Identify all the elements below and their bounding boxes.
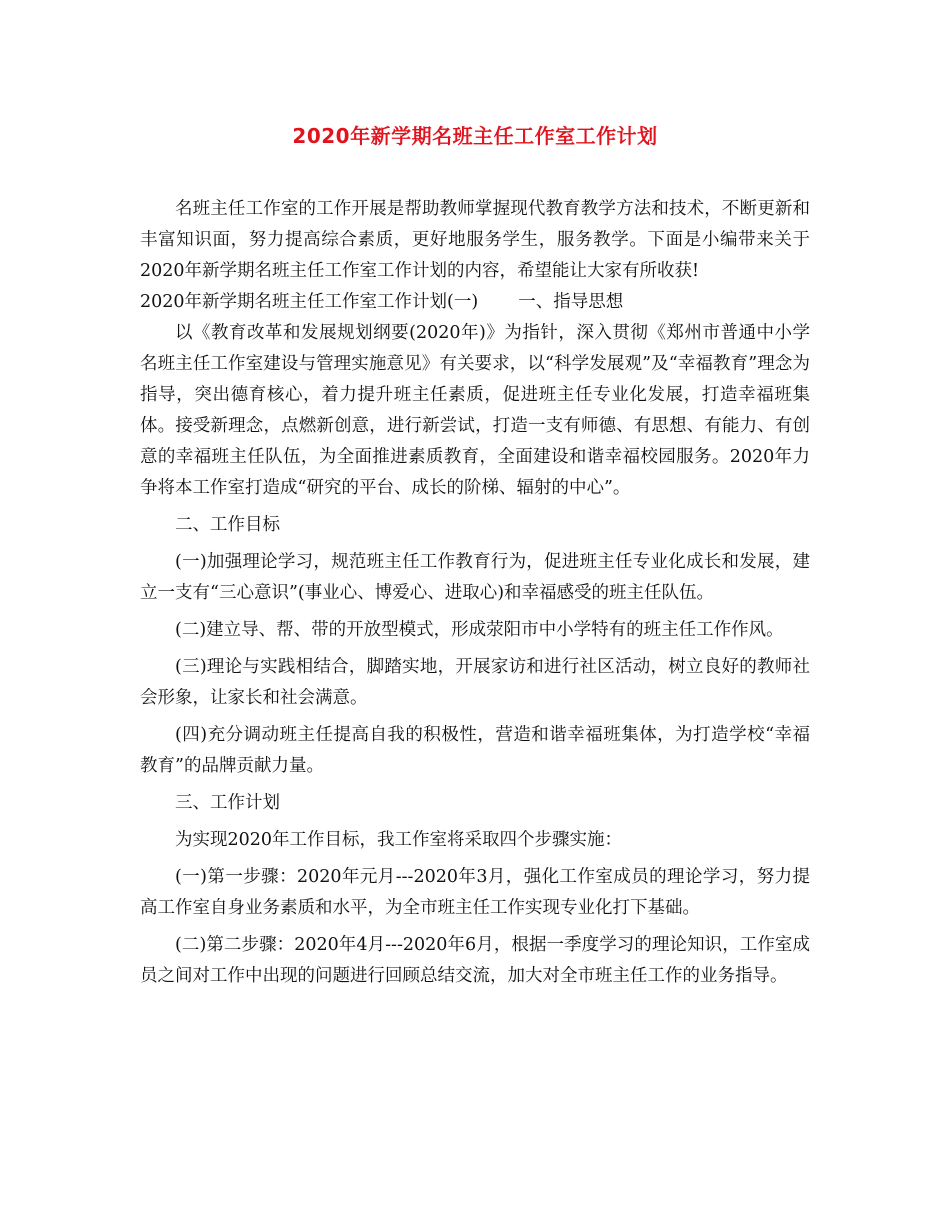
plan-subtitle: 2020年新学期名班主任工作室工作计划(一) xyxy=(140,292,479,312)
section2-heading: 二、工作目标 xyxy=(175,515,280,535)
section1-paragraph: 以《教育改革和发展规划纲要(2020年)》为指针，深入贯彻《郑州市普通中小学名班主任工作室建设与管理实施意见》有关要求，以“科学发展观”及“幸福教育”理念为指导，突出德育核心，着力提升班主任素质，促进班主任专业化发展，打造幸福班集体。接受新理念，点燃新创意，进行新尝试，打造一支有师德、有思想、有能力、有创意的幸福班主任队伍，为全面推进素质教育，全面建设和谐幸福校园服务。2020年力争将本工作室打造成“研究的平台、成长的阶梯、辐射的中心”。 xyxy=(140,323,810,498)
section3-intro: 为实现2020年工作目标，我工作室将采取四个步骤实施： xyxy=(175,830,623,850)
goal-item: (一)加强理论学习，规范班主任工作教育行为，促进班主任专业化成长和发展，建立一支有“三心意识”(事业心、博爱心、进取心)和幸福感受的班主任队伍。 xyxy=(140,552,810,603)
step-item: (二)第二步骤：2020年4月---2020年6月，根据一季度学习的理论知识，工作室成员之间对工作中出现的问题进行回顾总结交流，加大对全市班主任工作的业务指导。 xyxy=(140,935,810,986)
document-body xyxy=(140,194,810,992)
section3-heading: 三、工作计划 xyxy=(175,793,280,813)
goal-item: (四)充分调动班主任提高自我的积极性，营造和谐幸福班集体，为打造学校“幸福教育”的品牌贡献力量。 xyxy=(140,725,810,776)
subtitle-line xyxy=(140,287,810,318)
section1-heading: 一、指导思想 xyxy=(518,292,624,312)
document-title: 2020年新学期名班主任工作室工作计划 xyxy=(292,124,658,148)
goal-item: (二)建立导、帮、带的开放型模式，形成荥阳市中小学特有的班主任工作作风。 xyxy=(175,620,784,640)
step-item: (一)第一步骤：2020年元月---2020年3月，强化工作室成员的理论学习，努力提高工作室自身业务素质和水平，为全市班主任工作实现专业化打下基础。 xyxy=(140,867,810,918)
intro-paragraph: 名班主任工作室的工作开展是帮助教师掌握现代教育教学方法和技术，不断更新和丰富知识面，努力提高综合素质，更好地服务学生，服务教学。下面是小编带来关于2020年新学期名班主任工作室工作计划的内容，希望能让大家有所收获! xyxy=(140,199,810,281)
goal-item: (三)理论与实践相结合，脚踏实地，开展家访和进行社区活动，树立良好的教师社会形象，让家长和社会满意。 xyxy=(140,657,810,708)
